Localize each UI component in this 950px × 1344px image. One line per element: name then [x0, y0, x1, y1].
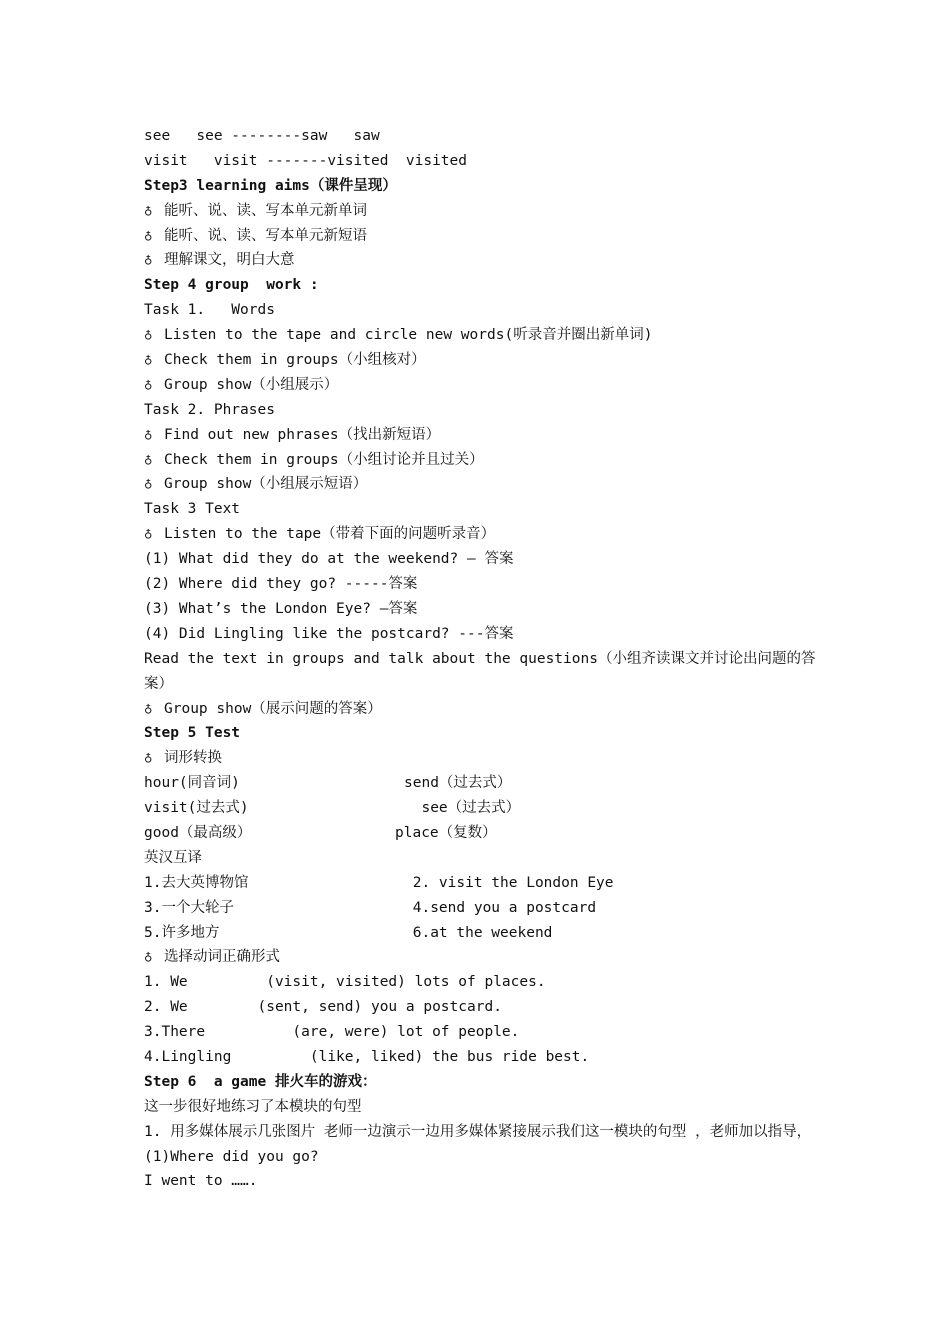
- translation-row-2: 3.一个大轮子 4.send you a postcard: [144, 899, 597, 916]
- verb-choice-1: 1. We (visit, visited) lots of places.: [144, 974, 546, 991]
- heading-step5: Step 5 Test: [144, 725, 241, 742]
- penguin-bullet-icon: ♁: [144, 227, 153, 244]
- document-page: [144, 124, 824, 1194]
- translation-row-3: 5.许多地方 6.at the weekend: [144, 924, 553, 941]
- verb-choice-3: 3.There (are, were) lot of people.: [144, 1024, 520, 1041]
- word-form-row-3: good（最高级） place（复数）: [144, 824, 497, 841]
- penguin-bullet-icon: ♁: [144, 476, 153, 493]
- penguin-bullet-icon: ♁: [144, 352, 153, 369]
- aim-item-1: ♁ 能听、说、读、写本单元新单词: [144, 199, 824, 224]
- task3-item-1: ♁ Listen to the tape（带着下面的问题听录音）: [144, 522, 824, 547]
- task1-item-2: ♁ Check them in groups（小组核对）: [144, 348, 824, 373]
- step6-description: 这一步很好地练习了本模块的句型: [144, 1098, 362, 1115]
- penguin-bullet-icon: ♁: [144, 949, 153, 966]
- verb-form-see: see see --------saw saw: [144, 128, 380, 144]
- task1-item-3: ♁ Group show（小组展示）: [144, 373, 824, 398]
- penguin-bullet-icon: ♁: [144, 202, 153, 219]
- task2-title: Task 2. Phrases: [144, 401, 275, 418]
- heading-step3: Step3 learning aims（课件呈现）: [144, 177, 397, 194]
- verb-choice-2: 2. We (sent, send) you a postcard.: [144, 999, 502, 1016]
- task1-title: Task 1. Words: [144, 302, 275, 319]
- penguin-bullet-icon: ♁: [144, 252, 153, 269]
- penguin-bullet-icon: ♁: [144, 426, 153, 443]
- test-section-translation: 英汉互译: [144, 849, 202, 866]
- penguin-bullet-icon: ♁: [144, 750, 153, 767]
- sentence-pattern-answer: I went to …….: [144, 1173, 258, 1190]
- aim-item-2: ♁ 能听、说、读、写本单元新短语: [144, 224, 824, 249]
- task3-item-2: ♁ Group show（展示问题的答案）: [144, 697, 824, 722]
- translation-row-1: 1.去大英博物馆 2. visit the London Eye: [144, 874, 614, 891]
- question-1: (1) What did they do at the weekend? — 答案: [144, 551, 514, 568]
- penguin-bullet-icon: ♁: [144, 327, 153, 344]
- penguin-bullet-icon: ♁: [144, 526, 153, 543]
- test-section-word-forms: ♁ 词形转换: [144, 746, 824, 771]
- step6-instruction: 1. 用多媒体展示几张图片 老师一边演示一边用多媒体紧接展示我们这一模块的句型 ，老师加以指导，: [144, 1123, 812, 1140]
- task2-item-3: ♁ Group show（小组展示短语）: [144, 472, 824, 497]
- task3-title: Task 3 Text: [144, 501, 241, 518]
- question-4: (4) Did Lingling like the postcard? ---答案: [144, 625, 514, 642]
- penguin-bullet-icon: ♁: [144, 376, 153, 393]
- verb-form-visit: visit visit -------visited visited: [144, 152, 468, 169]
- word-form-row-1: hour(同音词) send（过去式）: [144, 775, 512, 792]
- aim-item-3: ♁ 理解课文，明白大意: [144, 248, 824, 273]
- question-2: (2) Where did they go? -----答案: [144, 576, 418, 593]
- penguin-bullet-icon: ♁: [144, 451, 153, 468]
- task2-item-2: ♁ Check them in groups（小组讨论并且过关）: [144, 448, 824, 473]
- task2-item-1: ♁ Find out new phrases（找出新短语）: [144, 423, 824, 448]
- penguin-bullet-icon: ♁: [144, 700, 153, 717]
- read-text-instruction: Read the text in groups and talk about the questions（小组齐读课文并讨论出问题的答案）: [144, 650, 816, 692]
- heading-step4: Step 4 group work :: [144, 277, 319, 294]
- sentence-pattern-question: (1)Where did you go?: [144, 1148, 319, 1165]
- heading-step6: Step 6 a game 排火车的游戏：: [144, 1073, 377, 1090]
- verb-choice-4: 4.Lingling (like, liked) the bus ride best.: [144, 1048, 590, 1065]
- word-form-row-2: visit(过去式) see（过去式）: [144, 800, 521, 817]
- question-3: (3) What’s the London Eye? —答案: [144, 600, 418, 617]
- test-section-verb-choice: ♁ 选择动词正确形式: [144, 945, 824, 970]
- task1-item-1: ♁ Listen to the tape and circle new words(听录音并圈出新单词): [144, 323, 824, 348]
